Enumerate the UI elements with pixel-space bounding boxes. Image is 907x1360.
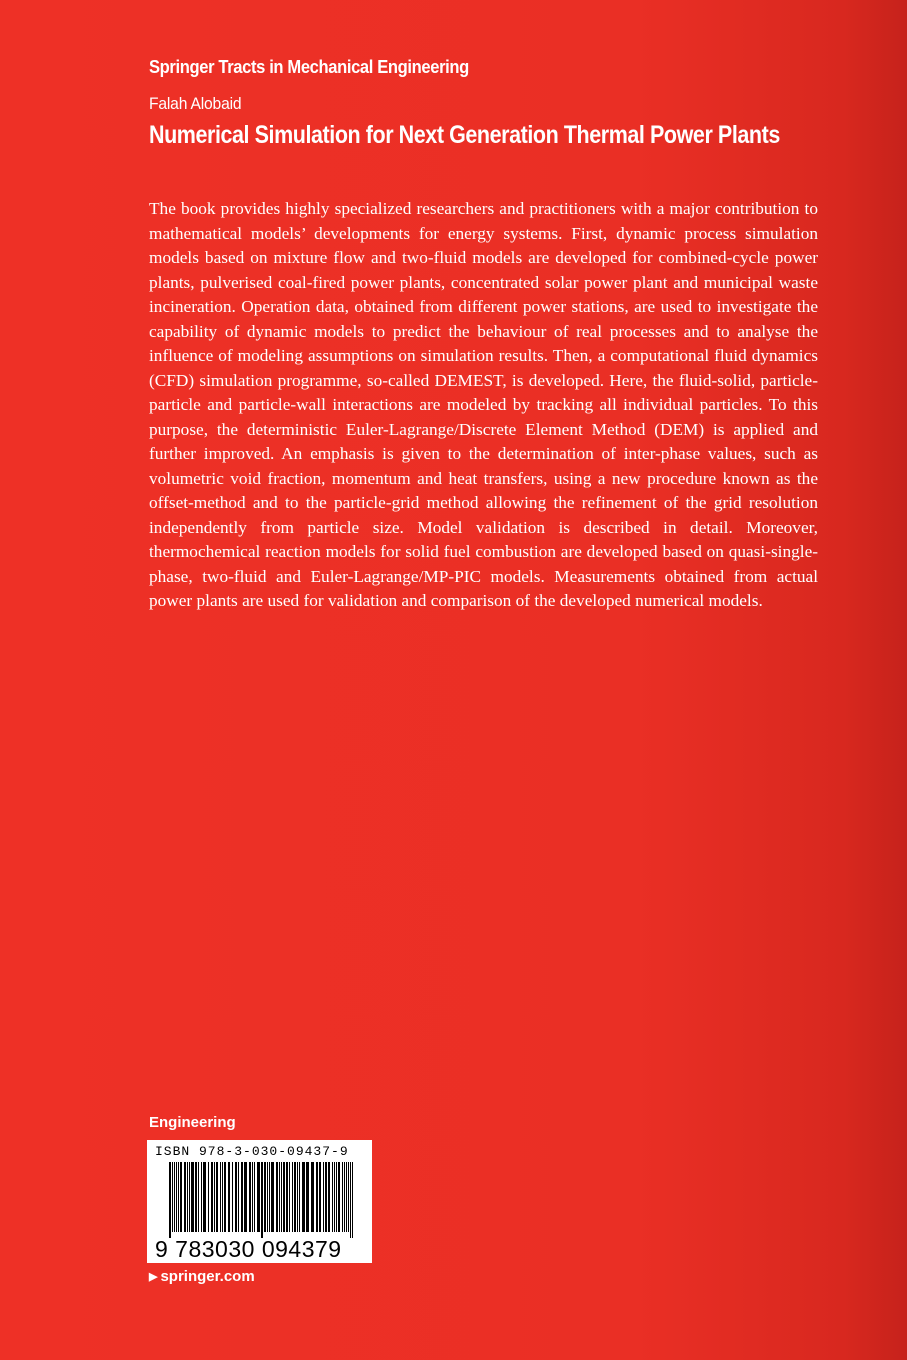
barcode-bar (176, 1162, 177, 1232)
barcode-bar (276, 1162, 278, 1232)
barcode-bar (344, 1162, 345, 1232)
barcode-bar (187, 1162, 188, 1232)
author-name: Falah Alobaid (149, 94, 242, 113)
barcode-bar (249, 1162, 251, 1232)
barcode-bar (286, 1162, 288, 1232)
series-title: Springer Tracts in Mechanical Engineering (149, 57, 469, 77)
barcode-bar (302, 1162, 305, 1232)
barcode-bar (267, 1162, 268, 1232)
barcode-number: 9 783030 094379 (155, 1236, 342, 1262)
barcode-bar (232, 1162, 233, 1232)
barcode-bar (328, 1162, 330, 1232)
barcode-bar (195, 1162, 197, 1232)
barcode-bar (244, 1162, 247, 1232)
barcode-bar (323, 1162, 324, 1232)
barcode-bar (257, 1162, 260, 1232)
barcode-bar (203, 1162, 206, 1232)
barcode-bar (241, 1162, 243, 1232)
barcode-bar (224, 1162, 226, 1232)
barcode-bar (311, 1162, 314, 1232)
book-description: The book provides highly specialized researchers and practitioners with a major contribution to mathematical models’ developments for energy systems. First, dynamic process simulation models based on mixture flow and two-fluid models are developed for combined-cycle power plants, pulverised coal-fired power plants, concentrated solar power plant and municipal waste incineration. Operation data, obtained from different power stations, are used to investigate the capability of dynamic models to predict the behaviour of real processes and to analyse the influence of modeling assumptions on simulation results. Then, a computational fluid dynamics (CFD) simulation programme, so-called DEMEST, is developed. Here, the fluid-solid, particle-particle and particle-wall interactions are modeled by tracking all individual particles. To this purpose, the deterministic Euler-Lagrange/Discrete Element Method (DEM) is applied and further improved. An emphasis is given to the determination of inter-phase values, such as volumetric void fraction, momentum and heat transfers, using a new procedure known as the offset-method and to the particle-grid method allowing the refinement of the grid resolution independently from particle size. Model validation is described in detail. Moreover, thermochemical reaction models for solid fuel combustion are developed based on quasi-single-phase, two-fluid and Euler-Lagrange/MP-PIC models. Measurements obtained from actual power plants are used for validation and comparison of the developed numerical models. (149, 199, 818, 610)
barcode-bar (261, 1162, 263, 1238)
subject-label: Engineering (149, 1114, 236, 1131)
barcode-bar (306, 1162, 309, 1232)
barcode-bar (211, 1162, 213, 1232)
barcode-bar (316, 1162, 318, 1232)
barcode-bar (271, 1162, 274, 1232)
barcode-bar (191, 1162, 194, 1232)
arrow-right-icon: ▶ (149, 1271, 158, 1283)
barcode-bar (208, 1162, 209, 1232)
barcode-bar (319, 1162, 321, 1232)
barcode-bar (325, 1162, 327, 1232)
barcode-bar (252, 1162, 253, 1232)
barcode-bar (269, 1162, 270, 1232)
barcode-bar (178, 1162, 179, 1232)
barcode-bar (348, 1162, 349, 1232)
book-title: Numerical Simulation for Next Generation Thermal Power Plants (149, 121, 780, 149)
barcode-bar (216, 1162, 218, 1232)
barcode-bar (281, 1162, 282, 1232)
barcode-bar (172, 1162, 173, 1232)
isbn-label: ISBN 978-3-030-09437-9 (155, 1144, 349, 1159)
barcode-bar (184, 1162, 186, 1232)
barcode-bar (279, 1162, 280, 1232)
barcode-bar (198, 1162, 199, 1232)
barcode-bar (235, 1162, 237, 1232)
barcode-bar (174, 1162, 175, 1232)
barcode-bar (346, 1162, 347, 1232)
website-label: springer.com (160, 1268, 255, 1285)
barcode-bar (297, 1162, 298, 1232)
barcode-bar (283, 1162, 285, 1232)
barcode-bar (332, 1162, 333, 1232)
barcode-bar (214, 1162, 215, 1232)
barcode-bar (201, 1162, 202, 1232)
barcode-bar (338, 1162, 340, 1232)
barcode-bar (299, 1162, 300, 1232)
publisher-website[interactable] (149, 1268, 255, 1285)
barcode-bar (220, 1162, 221, 1232)
barcode-bar (352, 1162, 353, 1238)
barcode-bar (289, 1162, 290, 1232)
barcode-bar (254, 1162, 255, 1232)
barcode (147, 1140, 372, 1263)
barcode-bar (294, 1162, 296, 1232)
barcode-bar (350, 1162, 351, 1238)
barcode-bar (238, 1162, 239, 1232)
barcode-bar (292, 1162, 293, 1232)
barcode-bar (336, 1162, 337, 1232)
barcode-bar (334, 1162, 335, 1232)
barcode-bar (189, 1162, 190, 1232)
barcode-bar (228, 1162, 230, 1232)
barcode-bar (222, 1162, 223, 1232)
barcode-bar (264, 1162, 266, 1232)
barcode-bar (180, 1162, 182, 1232)
barcode-bar (342, 1162, 343, 1232)
barcode-bar (169, 1162, 171, 1238)
